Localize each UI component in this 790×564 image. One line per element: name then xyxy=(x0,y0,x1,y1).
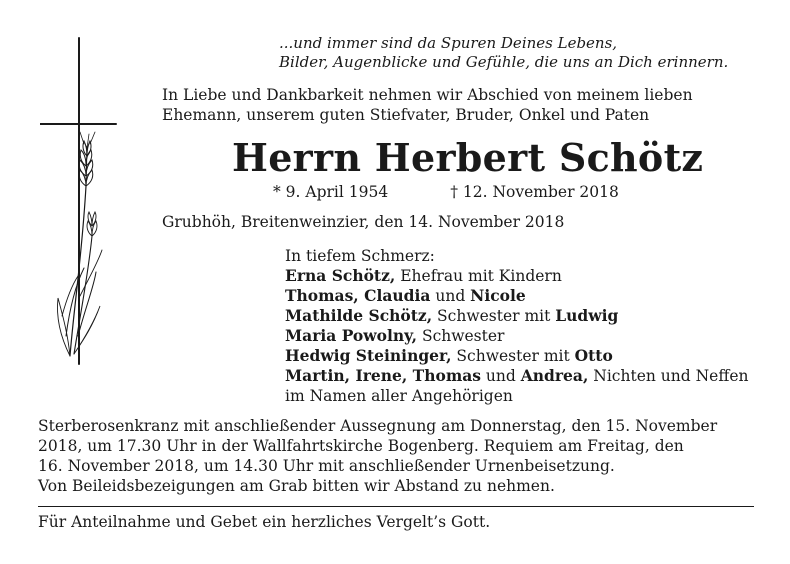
quote-line-2: Bilder, Augenblicke und Gefühle, die uns an Dich erinnern. xyxy=(279,53,729,71)
mourners-heading: In tiefem Schmerz: xyxy=(285,247,435,265)
mourner-line xyxy=(285,326,765,346)
mourner-relation: Schwester mit xyxy=(432,307,556,325)
mourner-relation: Schwester xyxy=(417,327,505,345)
life-dates xyxy=(273,182,619,202)
mourner-relation: und xyxy=(430,287,471,305)
divider-line xyxy=(38,506,754,507)
mourner-name: Otto xyxy=(574,346,613,365)
mourner-line xyxy=(285,286,765,306)
quote-line-1: ...und immer sind da Spuren Deines Lebens, xyxy=(279,34,618,52)
service-info xyxy=(38,416,754,496)
condolence-note: Von Beileidsbezeigungen am Grab bitten wir Abstand zu nehmen. xyxy=(38,477,555,495)
mourner-relation: Schwester mit xyxy=(451,347,575,365)
mourner-relation: Ehefrau mit Kindern xyxy=(395,267,562,285)
mourner-line xyxy=(285,266,765,286)
mourner-name: Mathilde Schötz, xyxy=(285,306,433,325)
mourner-name: Martin, Irene, Thomas xyxy=(285,366,481,385)
deceased-name: Herrn Herbert Schötz xyxy=(232,135,704,180)
birth-date: * 9. April 1954 xyxy=(273,183,389,201)
mourner-relation: und xyxy=(481,367,521,385)
cross-with-wheat-icon xyxy=(40,36,130,368)
service-line-2: 2018, um 17.30 Uhr in der Wallfahrtskirche Bogenberg. Requiem am Freitag, den xyxy=(38,437,684,455)
mourner-line xyxy=(285,346,765,366)
mourner-line xyxy=(285,306,765,326)
service-line-3: 16. November 2018, um 14.30 Uhr mit anschließender Urnenbeisetzung. xyxy=(38,457,615,475)
memorial-quote xyxy=(279,34,728,72)
mourner-name: Maria Powolny, xyxy=(285,326,418,345)
service-line-1: Sterberosenkranz mit anschließender Aussegnung am Donnerstag, den 15. November xyxy=(38,417,718,435)
mourner-name: Thomas, Claudia xyxy=(285,286,431,305)
mourners-list xyxy=(285,246,765,406)
mourner-name: Nicole xyxy=(470,286,526,305)
mourner-relation: Nichten und Neffen xyxy=(588,367,749,385)
death-date: † 12. November 2018 xyxy=(450,183,619,201)
intro-line-2: Ehemann, unserem guten Stiefvater, Bruder, Onkel und Paten xyxy=(162,106,650,124)
mourner-name: Andrea, xyxy=(520,366,589,385)
intro-text xyxy=(162,85,757,125)
mourner-line xyxy=(285,366,765,386)
mourners-closing: im Namen aller Angehörigen xyxy=(285,387,513,405)
thanks-text: Für Anteilnahme und Gebet ein herzliches Vergelt’s Gott. xyxy=(38,513,491,531)
mourner-name: Ludwig xyxy=(555,306,619,325)
place-and-date: Grubhöh, Breitenweinzier, den 14. November 2018 xyxy=(162,213,565,231)
mourner-name: Erna Schötz, xyxy=(285,266,396,285)
mourner-name: Hedwig Steininger, xyxy=(285,346,452,365)
intro-line-1: In Liebe und Dankbarkeit nehmen wir Abschied von meinem lieben xyxy=(162,86,693,104)
